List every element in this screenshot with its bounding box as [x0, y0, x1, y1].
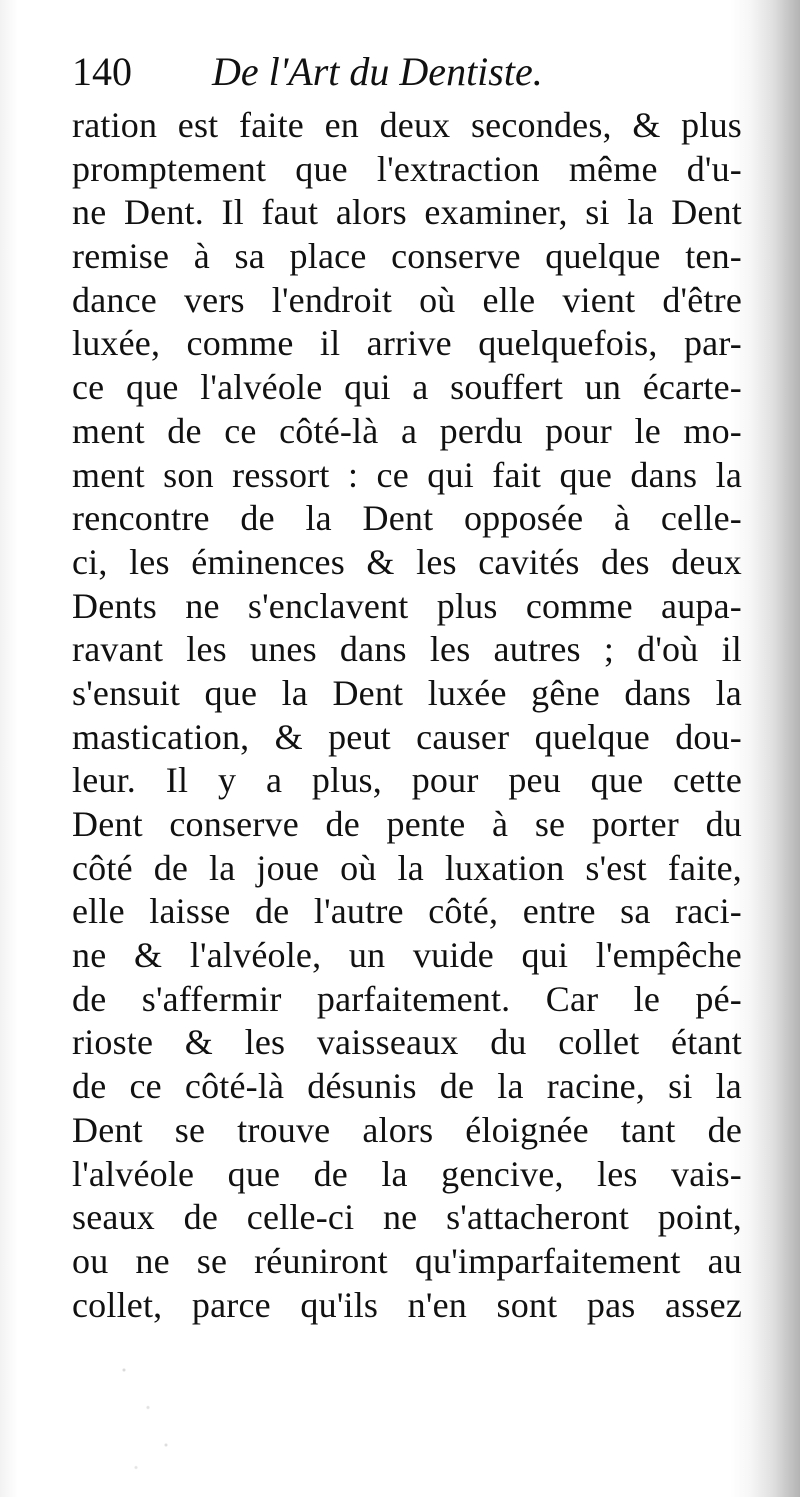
- text-line: elle laisse de l'autre côté, entre sa raci-: [72, 891, 742, 932]
- text-line: de s'affermir parfaitement. Car le pé-: [72, 978, 742, 1019]
- text-line: leur. Il y a plus, pour peu que cette: [72, 760, 742, 801]
- running-head-title: De l'Art du Dentiste.: [212, 49, 543, 94]
- text-line: ne Dent. Il faut alors examiner, si la Dent: [72, 192, 742, 233]
- text-line: remise à sa place conserve quelque ten-: [72, 236, 742, 277]
- text-line: ravant les unes dans les autres ; d'où il: [72, 629, 742, 670]
- text-line: rioste & les vaisseaux du collet étant: [72, 1022, 742, 1063]
- text-line: seaux de celle-ci ne s'attacheront point,: [72, 1197, 742, 1238]
- page-header: [72, 42, 752, 98]
- text-line: collet, parce qu'ils n'en sont pas assez: [72, 1284, 742, 1325]
- page-number: 140: [72, 49, 132, 94]
- text-line: mastication, & peut causer quelque dou-: [72, 716, 742, 757]
- text-line: ration est faite en deux secondes, & plus: [72, 105, 742, 145]
- text-line: ment son ressort : ce qui fait que dans la: [72, 454, 742, 495]
- page-edge-shadow: [750, 0, 800, 1497]
- text-line: dance vers l'endroit où elle vient d'être: [72, 279, 742, 320]
- text-line: de ce côté-là désunis de la racine, si la: [72, 1066, 742, 1107]
- body-text: [72, 104, 742, 1327]
- text-line: ment de ce côté-là a perdu pour le mo-: [72, 410, 742, 451]
- text-line: ci, les éminences & les cavités des deux: [72, 541, 742, 582]
- text-line: ou ne se réuniront qu'imparfaitement au: [72, 1240, 742, 1281]
- text-line: côté de la joue où la luxation s'est faite,: [72, 847, 742, 888]
- text-line: s'ensuit que la Dent luxée gêne dans la: [72, 672, 742, 713]
- paper-speckle-decoration: [100, 1340, 220, 1490]
- text-line: ce que l'alvéole qui a souffert un écarte-: [72, 367, 742, 408]
- text-line: l'alvéole que de la gencive, les vais-: [72, 1153, 742, 1194]
- text-line: rencontre de la Dent opposée à celle-: [72, 498, 742, 539]
- text-line: Dent conserve de pente à se porter du: [72, 804, 742, 844]
- text-line: luxée, comme il arrive quelquefois, par-: [72, 323, 742, 364]
- text-line: Dents ne s'enclavent plus comme aupa-: [72, 585, 742, 626]
- text-line: Dent se trouve alors éloignée tant de: [72, 1109, 742, 1150]
- text-line: promptement que l'extraction même d'u-: [72, 148, 742, 189]
- text-line: ne & l'alvéole, un vuide qui l'empêche: [72, 935, 742, 976]
